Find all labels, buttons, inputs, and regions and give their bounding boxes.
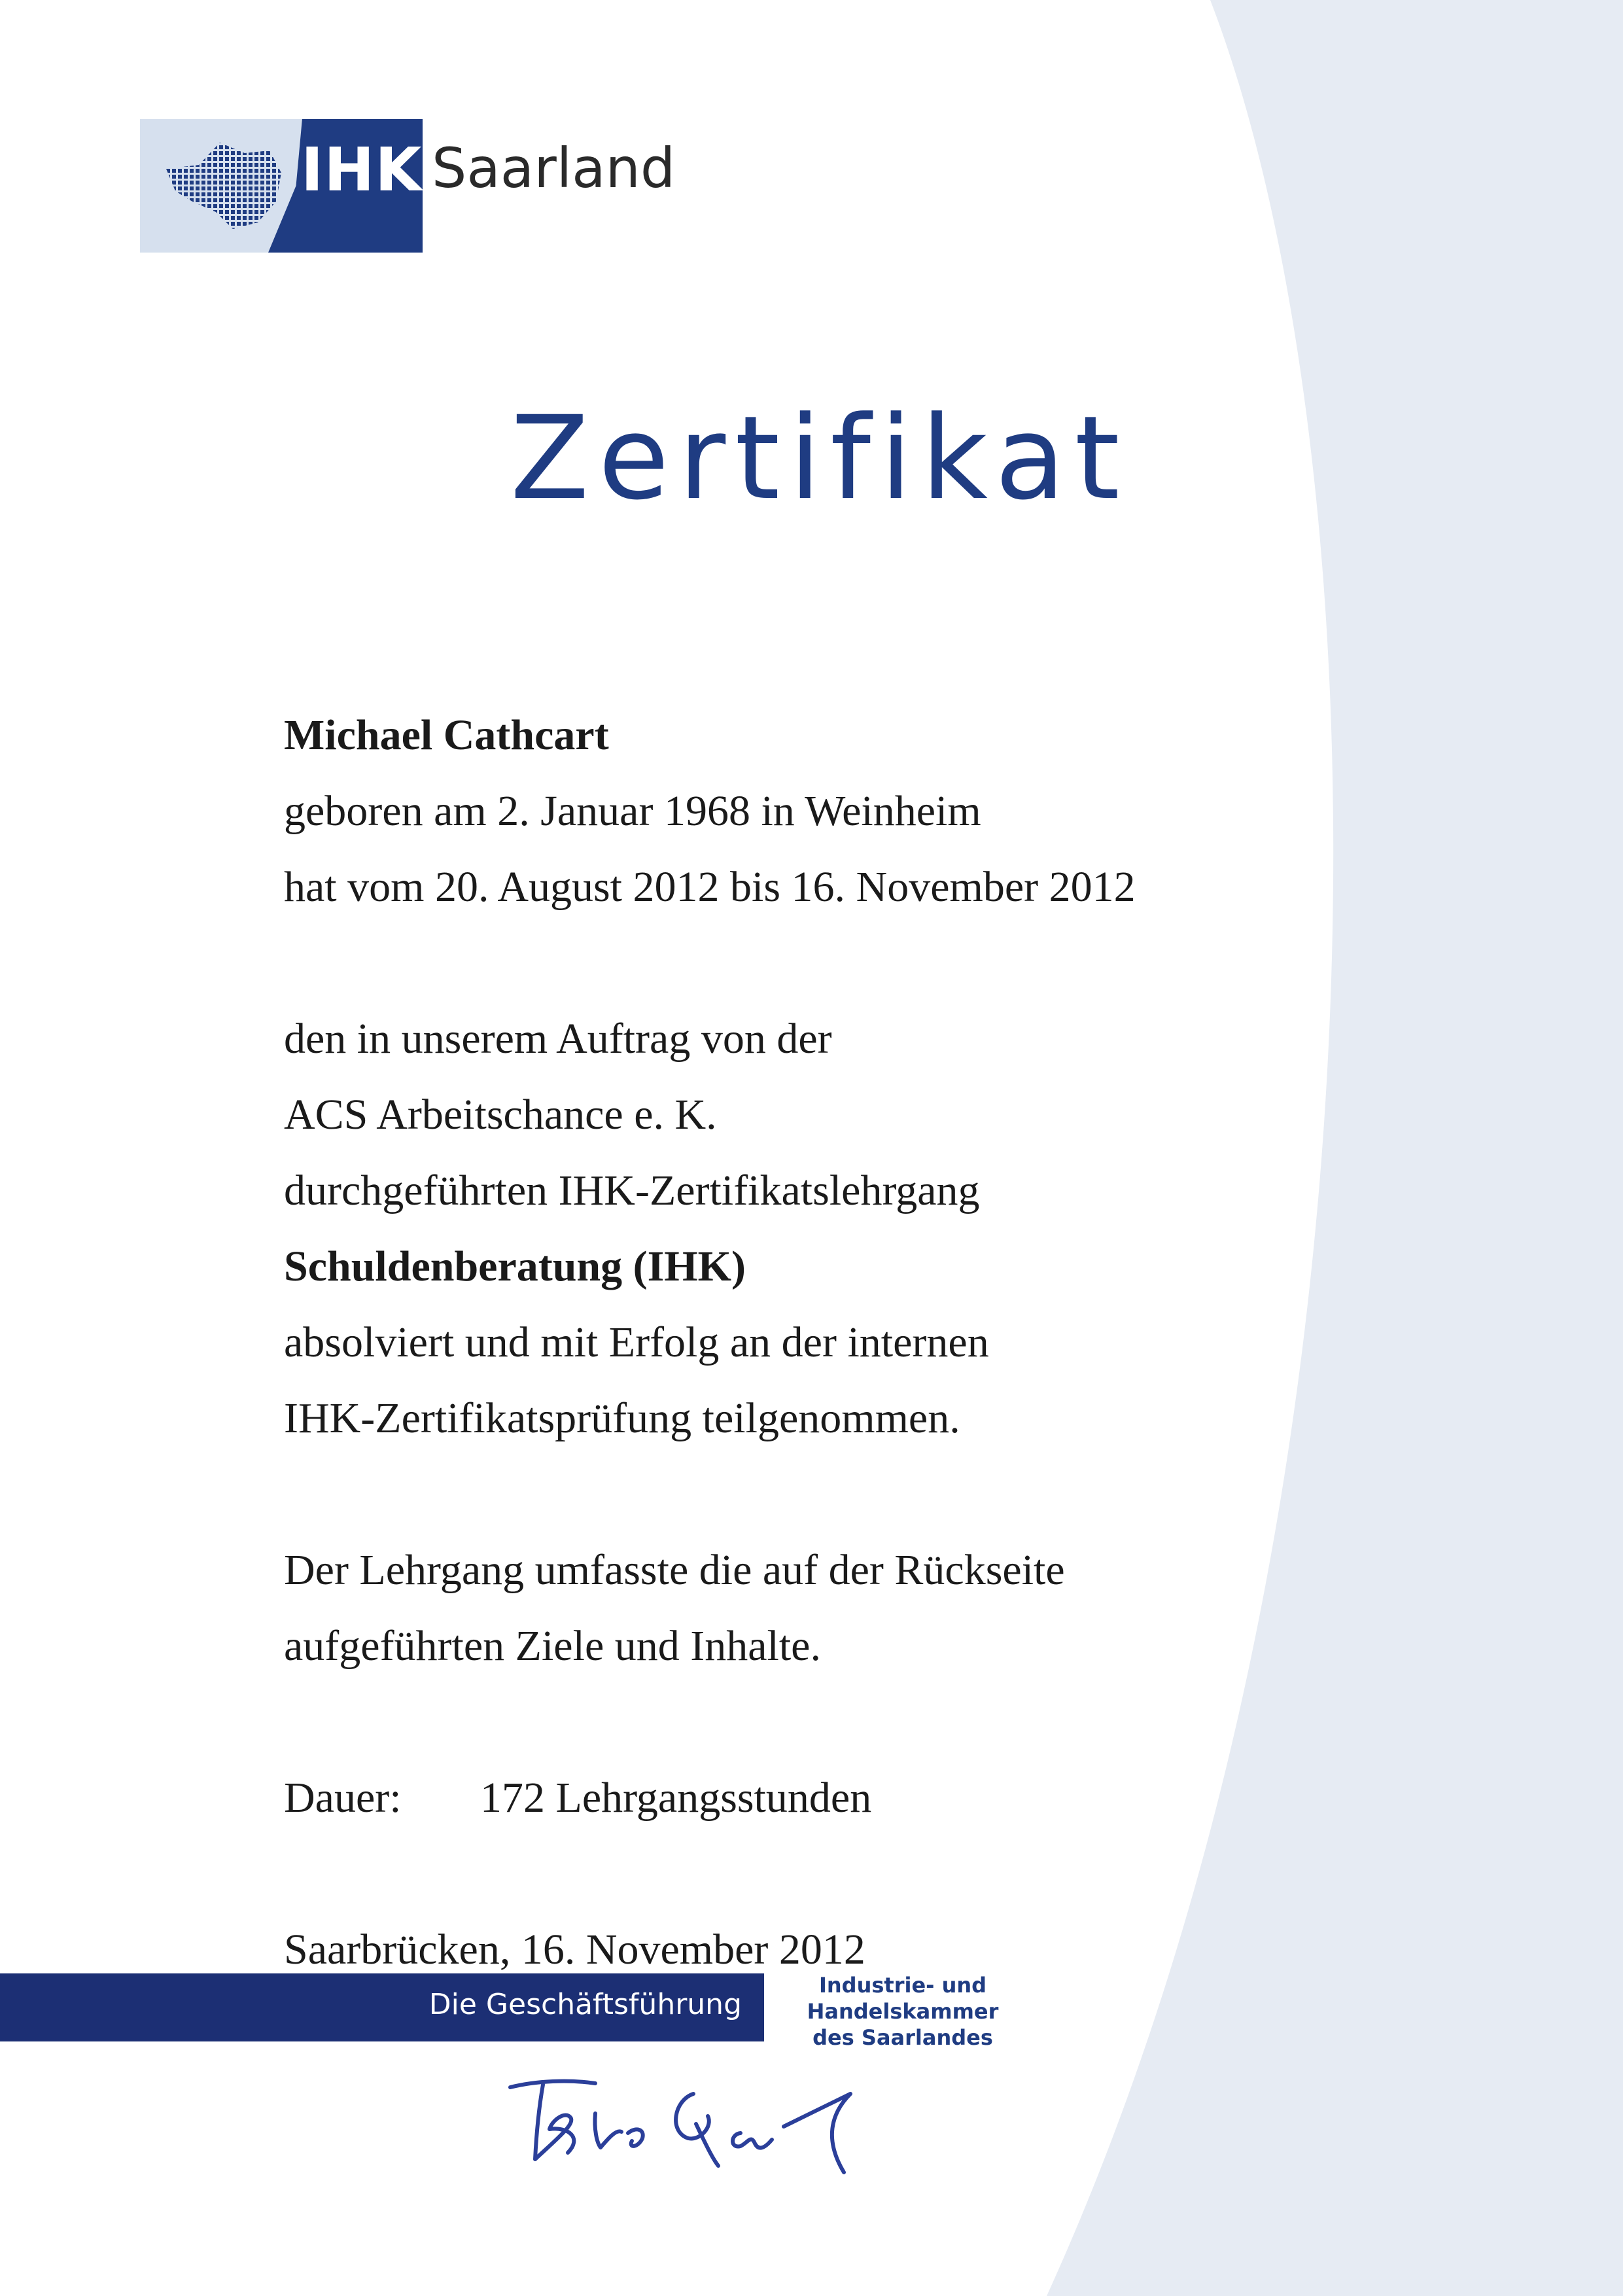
certificate-body	[284, 698, 1265, 1988]
contents-line-1: Der Lehrgang umfasste die auf der Rückseite	[284, 1546, 1065, 1594]
spacer	[284, 1457, 1265, 1532]
spacer	[284, 1836, 1265, 1912]
logo-region: Saarland	[432, 136, 676, 200]
ihk-saarland-logo	[140, 119, 676, 253]
certificate-title: Zertifikat	[510, 391, 1129, 525]
chamber-line-3: des Saarlandes	[812, 2025, 993, 2050]
band-label: Die Geschäftsführung	[428, 1988, 742, 2021]
course-name: Schuldenberatung (IHK)	[284, 1243, 746, 1290]
place-date: Saarbrücken, 16. November 2012	[284, 1926, 865, 1973]
duration-row	[284, 1760, 1265, 1836]
course-type: durchgeführten IHK-Zertifikatslehrgang	[284, 1167, 980, 1214]
chamber-line-1: Industrie- und	[818, 1973, 987, 1998]
chamber-name	[805, 1972, 1001, 2051]
duration-value: 172 Lehrgangsstunden	[480, 1774, 872, 1822]
saarland-map-icon	[160, 139, 290, 234]
course-intro: den in unserem Auftrag von der	[284, 1015, 832, 1063]
spacer	[284, 925, 1265, 1001]
course-provider: ACS Arbeitschance e. K.	[284, 1091, 717, 1139]
footer-band	[0, 1973, 764, 2041]
duration-label: Dauer:	[284, 1774, 402, 1822]
birth-line: geboren am 2. Januar 1968 in Weinheim	[284, 787, 981, 835]
period-line: hat vom 20. August 2012 bis 16. November 2012	[284, 863, 1136, 911]
logo-abbreviation: IHK	[301, 135, 423, 205]
course-completion: absolviert und mit Erfolg an der internen	[284, 1318, 989, 1366]
handwritten-signature	[497, 2061, 864, 2179]
chamber-line-2: Handelskammer	[807, 1999, 999, 2024]
course-exam: IHK-Zertifikatsprüfung teilgenommen.	[284, 1394, 960, 1442]
recipient-name: Michael Cathcart	[284, 711, 609, 759]
spacer	[284, 1684, 1265, 1760]
contents-line-2: aufgeführten Ziele und Inhalte.	[284, 1622, 821, 1670]
